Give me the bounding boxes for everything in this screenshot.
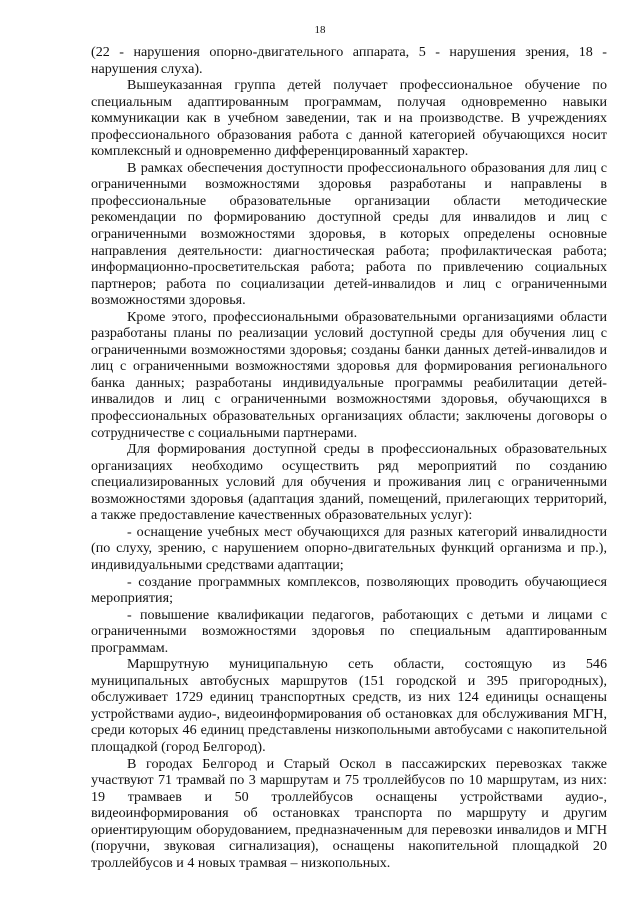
- paragraph-2: Вышеуказанная группа детей получает профессиональное обучение по специальным адаптированным программам, получая одновременно навыки коммуникации как в учебном заведении, так и на производстве. В учреждениях профессионального образования работа с данной категорией обучающихся носит комплексный и одновременно дифференцированный характер.: [91, 77, 607, 160]
- paragraph-3: В рамках обеспечения доступности профессионального образования для лиц с ограниченными возможностями здоровья разработаны и направлены в профессиональные образовательные организации области методические рекомендации по формированию доступной среды для инвалидов и лиц с ограниченными возможностями здоровья, в которых определены основные направления деятельности: диагностическая работа; профилактическая работа; информационно-просветительская работа; работа по привлечению социальных партнеров; работа по социализации детей-инвалидов и лиц с ограниченными возможностями здоровья.: [91, 159, 607, 309]
- list-item-software: - создание программных комплексов, позволяющих проводить обучающиеся мероприятия;: [91, 573, 607, 607]
- list-item-equipment: - оснащение учебных мест обучающихся для разных категорий инвалидности (по слуху, зрению, с нарушением опорно-двигательных функций организма и пр.), индивидуальными средствами адаптации;: [91, 523, 607, 573]
- paragraph-1: (22 - нарушения опорно-двигательного аппарата, 5 - нарушения зрения, 18 - нарушения слуха).: [91, 44, 607, 77]
- paragraph-5: Для формирования доступной среды в профессиональных образовательных организациях необходимо осуществить ряд мероприятий по созданию специализированных условий для обучения и проживания лиц с ограниченными возможностями здоровья (адаптация зданий, помещений, прилегающих территорий, а также предоставление качественных образовательных услуг):: [91, 441, 607, 524]
- document-body: [91, 44, 607, 871]
- list-item-training: - повышение квалификации педагогов, работающих с детьми и лицами с ограниченными возможностями здоровья по специальным адаптированным программам.: [91, 606, 607, 656]
- paragraph-4: Кроме этого, профессиональными образовательными организациями области разработаны планы по реализации условий доступной среды для обучения лиц с ограниченными возможностями здоровья; созданы банки данных детей-инвалидов и лиц с ограниченными возможностями здоровья для формирования регионального банка данных; разработаны индивидуальные программы реабилитации детей-инвалидов и лиц с ограниченными возможностями здоровья, обучающихся в профессиональных образовательных организациях области; заключены договоры о сотрудничестве с социальными партнерами.: [91, 308, 607, 441]
- paragraph-trams-trolleybuses: В городах Белгород и Старый Оскол в пассажирских перевозках также участвуют 71 трамвай по 3 маршрутам и 75 троллейбусов по 10 маршрутам, из них: 19 трамваев и 50 троллейбусов оснащены устройствами аудио-, видеоинформирования об остановках транспорта по маршруту и другим ориентирующим оборудованием, предназначенным для перевозки инвалидов и МГН (поручни, звуковая сигнализация), оснащены накопительной площадкой 20 троллейбусов и 4 новых трамвая – низкопольных.: [91, 755, 607, 871]
- paragraph-bus-network: Маршрутную муниципальную сеть области, состоящую из 546 муниципальных автобусных маршрутов (151 городской и 395 пригородных), обслуживает 1729 единиц транспортных средств, из них 124 единицы оснащены устройствами аудио-, видеоинформирования об остановках для обслуживания МГН, среди которых 46 единиц представлены низкопольными автобусами с накопительной площадкой (город Белгород).: [91, 656, 607, 755]
- page-number: 18: [314, 24, 326, 36]
